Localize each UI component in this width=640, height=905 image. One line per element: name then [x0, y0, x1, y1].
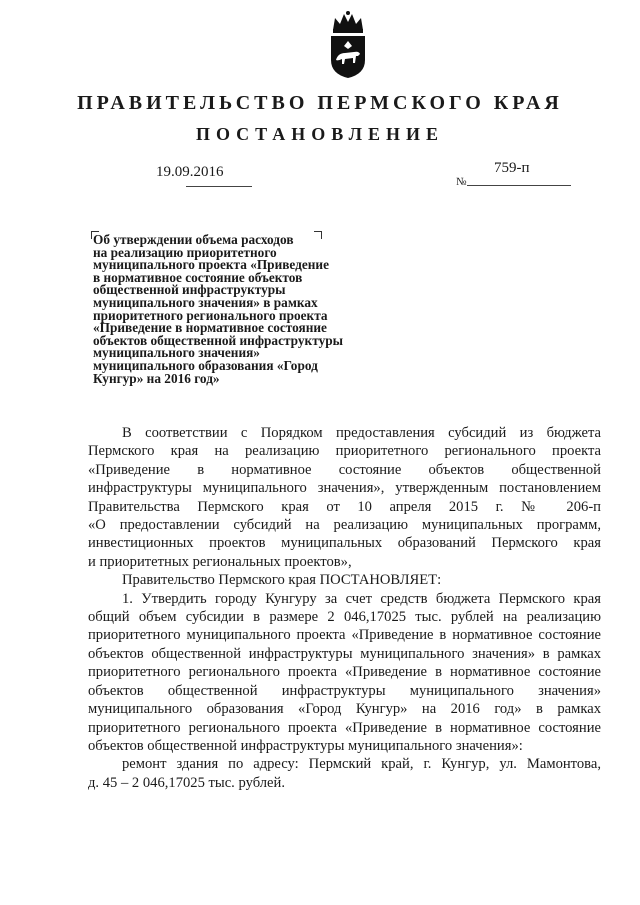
body-line: объектов общественной инфраструктуры муниципального значения» в рамках — [88, 645, 601, 662]
document-title — [93, 234, 393, 385]
body-line: и приоритетных региональных проектов», — [88, 553, 352, 570]
body-line: инфраструктуры муниципального значения», утвержденным постановлением — [88, 480, 601, 497]
body-line: «Приведение в нормативное состояние объектов общественной — [88, 461, 601, 478]
number-underline — [467, 185, 571, 186]
body-line: муниципального образования «Город Кунгур» на 2016 год» в рамках — [88, 701, 601, 718]
number-sign: № — [456, 176, 467, 188]
body-line: общий объем субсидии в размере 2 046,17025 тыс. рублей на реализацию — [88, 609, 601, 626]
title-line: приоритетного регионального проекта — [93, 307, 328, 323]
title-line: в нормативное состояние объектов — [93, 269, 303, 285]
body-line: приоритетного регионального проекта «Приведение в нормативное состояние — [88, 719, 601, 736]
body-line: объектов общественной инфраструктуры муниципального значения»: — [88, 737, 523, 754]
organization-heading: ПРАВИТЕЛЬСТВО ПЕРМСКОГО КРАЯ — [77, 92, 563, 114]
body-line: объектов общественной инфраструктуры муниципального значения» — [88, 682, 601, 699]
body-line: В соответствии с Порядком предоставления субсидий из бюджета — [122, 425, 601, 441]
title-line: Об утверждении объема расходов — [93, 232, 294, 247]
title-line: муниципального проекта «Приведение — [93, 257, 330, 273]
document-body — [88, 424, 601, 792]
title-line: общественной инфраструктуры — [93, 282, 286, 298]
body-line: Правительства Пермского края от 10 апреля 2015 г. № 206-п — [88, 498, 601, 515]
body-line: приоритетного регионального проекта «Приведение в нормативное состояние — [88, 664, 601, 681]
document-number: 759-п — [494, 160, 530, 176]
coat-of-arms-icon — [327, 10, 369, 80]
body-line: Пермского края на реализацию приоритетного регионального проекта — [88, 443, 601, 460]
body-line: д. 45 – 2 046,17025 тыс. рублей. — [88, 774, 285, 791]
body-line: приоритетного муниципального проекта «Приведение в нормативное состояние — [88, 627, 601, 644]
title-line: на реализацию приоритетного — [93, 244, 277, 260]
document-type-heading: ПОСТАНОВЛЕНИЕ — [195, 124, 445, 144]
body-line: ремонт здания по адресу: Пермский край, г. Кунгур, ул. Мамонтова, — [122, 756, 601, 773]
body-line: Правительство Пермского края ПОСТАНОВЛЯЕТ: — [122, 572, 442, 589]
document-date: 19.09.2016 — [156, 164, 224, 180]
title-line: Кунгур» на 2016 год» — [93, 370, 220, 386]
title-line: объектов общественной инфраструктуры — [93, 332, 343, 348]
title-line: муниципального образования «Город — [93, 357, 318, 373]
body-line: 1. Утвердить городу Кунгуру за счет средств бюджета Пермского края — [122, 590, 601, 607]
title-line: «Приведение в нормативное состояние — [93, 320, 327, 336]
title-line: муниципального значения» в рамках — [93, 294, 318, 310]
body-line: «О предоставлении субсидий на реализацию муниципальных программ, — [88, 517, 601, 534]
title-line: муниципального значения» — [93, 345, 260, 361]
body-line: инвестиционных проектов муниципальных образований Пермского края — [88, 535, 601, 552]
date-underline — [186, 186, 252, 187]
